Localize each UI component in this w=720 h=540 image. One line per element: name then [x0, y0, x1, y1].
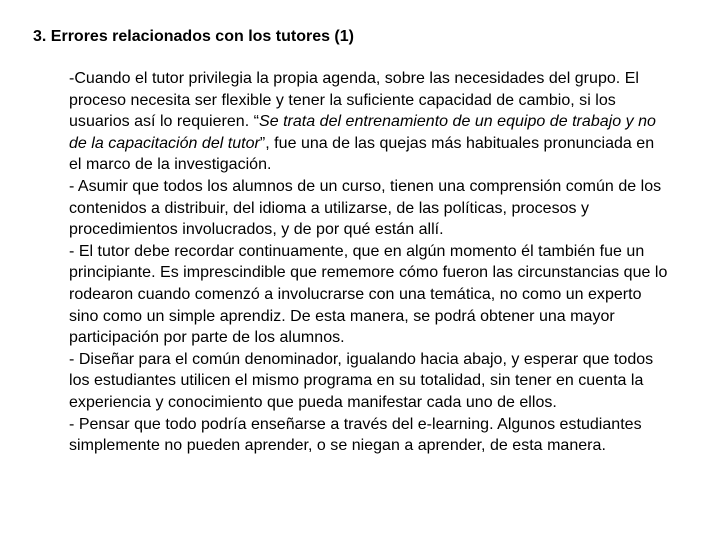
list-item-3: - El tutor debe recordar continuamente, que en algún momento él también fue un principiante. Es imprescindible que rememore cómo fueron las circunstancias que lo rodearon cuando comenzó a involucrarse con una temática, no como un experto sino como un simple aprendiz. De esta manera, se podrá obtener una mayor participación por parte de los alumnos.	[69, 242, 668, 347]
list-item-1	[69, 68, 669, 176]
slide-body	[69, 68, 669, 457]
list-item-4: - Diseñar para el común denominador, igualando hacia abajo, y esperar que todos los estudiantes utilicen el mismo programa en su totalidad, sin tener en cuenta la experiencia y conocimiento que pueda manifestar cada uno de ellos.	[69, 350, 654, 411]
item-1-quote: Se trata del entrenamiento de un equipo de trabajo y no de la capacitación del tutor	[69, 113, 656, 152]
list-item-5: - Pensar que todo podría enseñarse a través del e-learning. Algunos estudiantes simplemente no pueden aprender, o se niegan a aprender, de esta manera.	[69, 415, 642, 455]
slide-title: 3. Errores relacionados con los tutores (1)	[33, 28, 354, 45]
list-item-2: - Asumir que todos los alumnos de un curso, tienen una comprensión común de los contenidos a distribuir, del idioma a utilizarse, de las políticas, procesos y procedimientos involucrados, y de por qué están allí.	[69, 177, 662, 239]
item-1-text-after: ”, fue una de las quejas más habituales pronunciada en el marco de la investigación.	[69, 134, 655, 174]
item-1-text-before: -Cuando el tutor privilegia la propia agenda, sobre las necesidades del grupo. El proceso necesita ser flexible y tener la suficiente capacidad de cambio, si los usuarios así lo requieren. “	[69, 70, 639, 131]
